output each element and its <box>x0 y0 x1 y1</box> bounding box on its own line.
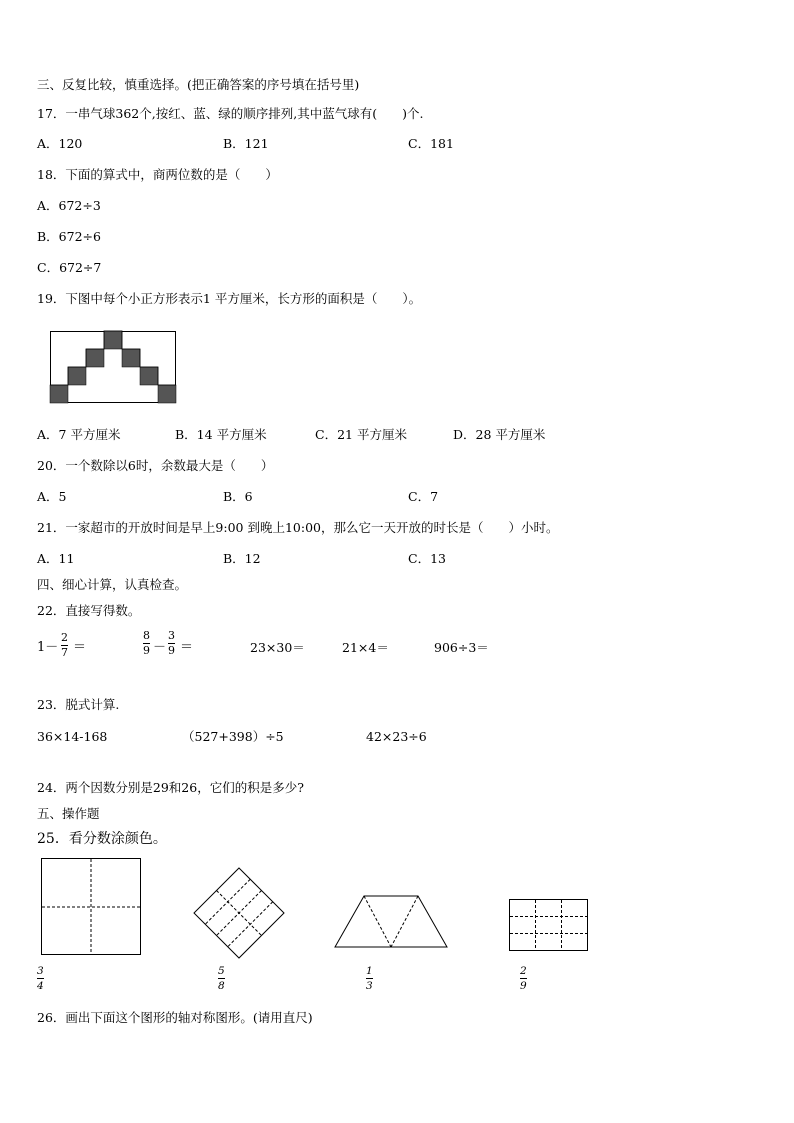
fraction-numerator: 2 <box>520 965 527 977</box>
fraction-denominator: 9 <box>143 644 150 657</box>
fraction-denominator: 3 <box>366 980 373 992</box>
q21-option-c: C．13 <box>408 551 446 566</box>
fraction-denominator: 8 <box>218 980 225 992</box>
q22-expr1-equals: ＝ <box>73 640 87 655</box>
fraction-denominator: 9 <box>520 980 527 992</box>
q25-fraction-3 <box>366 965 373 992</box>
q22-expr2-fraction-2 <box>168 630 175 657</box>
q17-option-a: A．120 <box>37 136 83 151</box>
question-23-text: 23．脱式计算. <box>37 697 120 712</box>
q19-option-c: C．21 平方厘米 <box>315 427 407 442</box>
question-25-text: 25．看分数涂颜色。 <box>37 831 167 847</box>
fraction-numerator: 5 <box>218 965 225 977</box>
q17-option-c: C．181 <box>408 136 454 151</box>
q17-option-b: B．121 <box>223 136 269 151</box>
question-19-text: 19．下图中每个小正方形表示1 平方厘米，长方形的面积是（ ）。 <box>37 291 422 306</box>
q25-fraction-4 <box>520 965 527 992</box>
q25-fraction-2 <box>218 965 225 992</box>
question-22-text: 22．直接写得数。 <box>37 603 141 618</box>
q19-option-a: A．7 平方厘米 <box>37 427 121 442</box>
question-17-text: 17．一串气球362个,按红、蓝、绿的顺序排列,其中蓝气球有( )个. <box>37 106 424 121</box>
fraction-denominator: 4 <box>37 980 44 992</box>
q22-expr3: 23×30＝ <box>250 640 305 655</box>
q19-option-d: D．28 平方厘米 <box>453 427 546 442</box>
q23-item-2: （527+398）÷5 <box>182 729 284 744</box>
q20-option-b: B．6 <box>223 489 253 504</box>
q25-square-figure <box>41 858 141 955</box>
question-21-text: 21．一家超市的开放时间是早上9:00 到晚上10:00，那么它一天开放的时长是（ ）小时。 <box>37 520 559 535</box>
q25-diamond-figure <box>193 867 285 959</box>
q23-item-1: 36×14-168 <box>37 729 108 744</box>
q22-expr1-fraction <box>61 632 68 659</box>
q20-option-c: C．7 <box>408 489 439 504</box>
fraction-denominator: 7 <box>61 646 68 659</box>
section-3-heading: 三、反复比较，慎重选择。(把正确答案的序号填在括号里) <box>37 77 360 92</box>
fraction-numerator: 1 <box>366 965 373 977</box>
fraction-numerator: 3 <box>37 965 44 977</box>
q18-option-c: C．672÷7 <box>37 260 102 275</box>
q19-grid-figure <box>50 331 176 403</box>
q22-expr4: 21×4＝ <box>342 640 389 655</box>
q23-item-3: 42×23÷6 <box>366 729 427 744</box>
section-5-heading: 五、操作题 <box>37 806 100 821</box>
fraction-numerator: 8 <box>143 629 150 642</box>
fraction-denominator: 9 <box>168 644 175 657</box>
q22-expr2-fraction-1 <box>143 630 150 657</box>
q22-expr5: 906÷3＝ <box>434 640 489 655</box>
q25-trapezoid-figure <box>334 895 448 948</box>
q19-option-b: B．14 平方厘米 <box>175 427 267 442</box>
fraction-numerator: 2 <box>61 631 68 644</box>
section-4-heading: 四、细心计算，认真检查。 <box>37 577 188 592</box>
fraction-numerator: 3 <box>168 629 175 642</box>
q21-option-a: A．11 <box>37 551 75 566</box>
q25-fraction-1 <box>37 965 44 992</box>
q20-option-a: A．5 <box>37 489 67 504</box>
q18-option-b: B．672÷6 <box>37 229 101 244</box>
q25-rectangle-figure <box>509 899 588 951</box>
q22-expr1-lead: 1－ <box>37 640 59 655</box>
question-20-text: 20．一个数除以6时，余数最大是（ ） <box>37 458 274 473</box>
q21-option-b: B．12 <box>223 551 261 566</box>
q18-option-a: A．672÷3 <box>37 198 101 213</box>
question-24-text: 24．两个因数分别是29和26，它们的积是多少? <box>37 780 304 795</box>
question-26-text: 26．画出下面这个图形的轴对称图形。(请用直尺) <box>37 1010 313 1025</box>
q22-expr2-minus: － <box>153 640 167 655</box>
question-18-text: 18．下面的算式中，商两位数的是（ ） <box>37 167 278 182</box>
q22-expr2-equals: ＝ <box>180 640 194 655</box>
